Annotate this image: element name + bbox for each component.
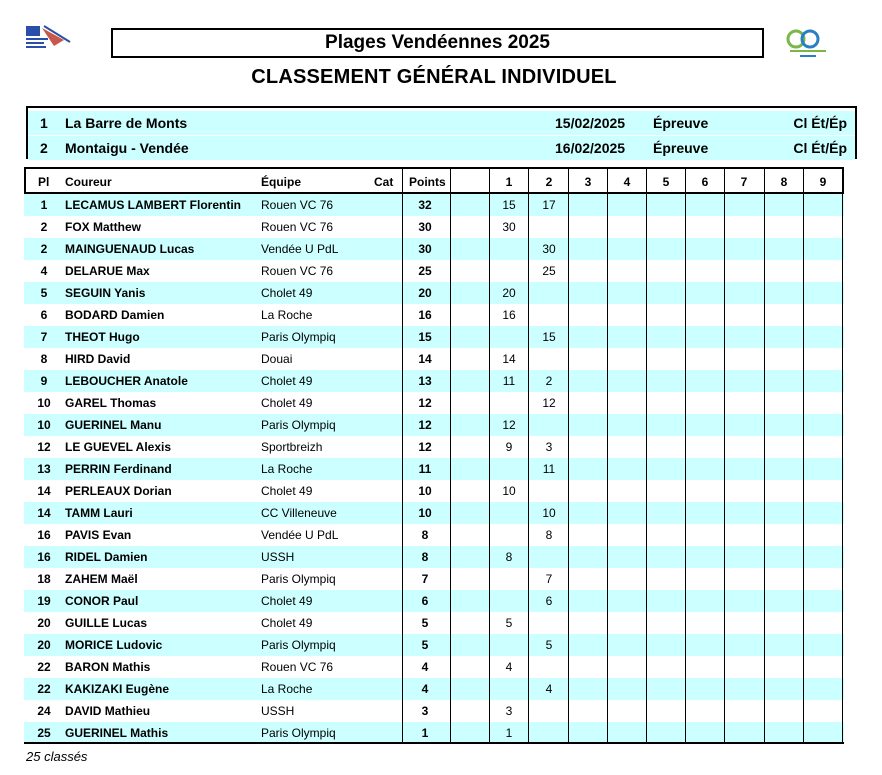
event-number: 2: [40, 140, 48, 156]
table-row: [24, 612, 844, 634]
event-2-points-cell: 11: [542, 462, 556, 476]
team-cell: Vendée U PdL: [261, 242, 339, 256]
header-event-3: 3: [584, 175, 592, 189]
points-cell: 12: [418, 418, 432, 432]
team-cell: La Roche: [261, 308, 313, 322]
event-1-points-cell: 15: [502, 198, 516, 212]
rider-name-cell: TAMM Lauri: [65, 506, 133, 520]
rider-name-cell: THEOT Hugo: [65, 330, 140, 344]
team-cell: Cholet 49: [261, 286, 313, 300]
rider-name-cell: KAKIZAKI Eugène: [65, 682, 170, 696]
team-cell: Cholet 49: [261, 484, 313, 498]
rank-cell: 8: [40, 352, 48, 366]
points-cell: 5: [421, 616, 429, 630]
points-cell: 7: [421, 572, 429, 586]
team-cell: Cholet 49: [261, 396, 313, 410]
rider-name-cell: PERRIN Ferdinand: [65, 462, 172, 476]
rank-cell: 22: [37, 660, 51, 674]
table-row: [24, 722, 844, 744]
rank-cell: 12: [37, 440, 51, 454]
event-2-points-cell: 25: [542, 264, 556, 278]
rider-name-cell: FOX Matthew: [65, 220, 142, 234]
rider-name-cell: GUILLE Lucas: [65, 616, 148, 630]
event-type: Épreuve: [653, 140, 709, 156]
rider-name-cell: DELARUE Max: [65, 264, 150, 278]
event-row: [28, 136, 855, 160]
table-header: [24, 167, 844, 194]
team-cell: Douai: [261, 352, 293, 366]
event-number: 1: [40, 115, 48, 131]
table-row: [24, 656, 844, 678]
event-2-points-cell: 7: [545, 572, 553, 586]
table-row: [24, 502, 844, 524]
rider-name-cell: SEGUIN Yanis: [65, 286, 146, 300]
federation-logo: [24, 24, 80, 52]
points-cell: 10: [418, 484, 432, 498]
table-row: [24, 634, 844, 656]
rank-cell: 2: [40, 220, 48, 234]
event-2-points-cell: 5: [545, 638, 553, 652]
points-cell: 30: [418, 220, 432, 234]
points-cell: 11: [418, 462, 432, 476]
rank-cell: 18: [37, 572, 51, 586]
header-event-7: 7: [740, 175, 748, 189]
rank-cell: 2: [40, 242, 48, 256]
event-2-points-cell: 17: [542, 198, 556, 212]
event-1-points-cell: 10: [502, 484, 516, 498]
rider-name-cell: PERLEAUX Dorian: [65, 484, 172, 498]
event-2-points-cell: 3: [545, 440, 553, 454]
header-event-1: 1: [505, 175, 513, 189]
rank-cell: 14: [37, 484, 51, 498]
event-2-points-cell: 2: [545, 374, 553, 388]
table-row: [24, 678, 844, 700]
points-cell: 20: [418, 286, 432, 300]
header-team: Équipe: [261, 175, 302, 189]
table-row: [24, 194, 844, 216]
table-row: [24, 436, 844, 458]
rider-name-cell: MAINGUENAUD Lucas: [65, 242, 195, 256]
points-cell: 4: [421, 682, 429, 696]
event-1-points-cell: 12: [502, 418, 516, 432]
team-cell: La Roche: [261, 462, 313, 476]
event-2-points-cell: 4: [545, 682, 553, 696]
rank-cell: 1: [40, 198, 48, 212]
event-row: [28, 111, 855, 135]
points-cell: 8: [421, 528, 429, 542]
cdepy-logo: [784, 27, 832, 61]
event-name: Montaigu - Vendée: [65, 140, 189, 156]
event-1-points-cell: 11: [502, 374, 516, 388]
event-1-points-cell: 30: [502, 220, 516, 234]
table-row: [24, 414, 844, 436]
header-event-5: 5: [662, 175, 670, 189]
event-type: Épreuve: [653, 115, 709, 131]
table-row: [24, 392, 844, 414]
rider-name-cell: DAVID Mathieu: [65, 704, 151, 718]
team-cell: Rouen VC 76: [261, 198, 334, 212]
rank-cell: 16: [37, 550, 51, 564]
event-2-points-cell: 10: [542, 506, 556, 520]
rider-name-cell: GUERINEL Manu: [65, 418, 162, 432]
points-cell: 30: [418, 242, 432, 256]
event-2-points-cell: 12: [542, 396, 556, 410]
rider-name-cell: BODARD Damien: [65, 308, 165, 322]
header-event-8: 8: [780, 175, 788, 189]
team-cell: Cholet 49: [261, 374, 313, 388]
event-2-points-cell: 15: [542, 330, 556, 344]
points-cell: 12: [418, 440, 432, 454]
table-bottom-border: [24, 742, 844, 744]
grid-line: [450, 167, 451, 744]
rider-name-cell: HIRD David: [65, 352, 131, 366]
team-cell: Paris Olympiq: [261, 726, 336, 740]
rider-name-cell: RIDEL Damien: [65, 550, 148, 564]
rider-name-cell: LECAMUS LAMBERT Florentin: [65, 198, 241, 212]
grid-line: [842, 167, 843, 744]
header-event-4: 4: [623, 175, 631, 189]
header-rider: Coureur: [65, 175, 112, 189]
table-row: [24, 282, 844, 304]
grid-line: [724, 167, 725, 744]
grid-line: [568, 167, 569, 744]
grid-line: [607, 167, 608, 744]
header-cat: Cat: [374, 175, 394, 189]
table-row: [24, 304, 844, 326]
header-event-2: 2: [545, 175, 553, 189]
classified-count: 25 classés: [26, 749, 88, 764]
grid-line: [803, 167, 804, 744]
header-pl: Pl: [38, 175, 50, 189]
table-row: [24, 260, 844, 282]
event-date: 16/02/2025: [555, 140, 626, 156]
rider-name-cell: CONOR Paul: [65, 594, 139, 608]
event-2-points-cell: 8: [545, 528, 553, 542]
table-row: [24, 348, 844, 370]
event-2-points-cell: 30: [542, 242, 556, 256]
points-cell: 10: [418, 506, 432, 520]
points-cell: 32: [418, 198, 432, 212]
team-cell: Sportbreizh: [261, 440, 323, 454]
rank-cell: 4: [40, 264, 48, 278]
event-name: La Barre de Monts: [65, 115, 188, 131]
team-cell: La Roche: [261, 682, 313, 696]
team-cell: Rouen VC 76: [261, 660, 334, 674]
team-cell: Rouen VC 76: [261, 220, 334, 234]
rider-name-cell: GUERINEL Mathis: [65, 726, 169, 740]
header-event-9: 9: [819, 175, 827, 189]
table-row: [24, 216, 844, 238]
event-1-points-cell: 5: [505, 616, 513, 630]
event-date: 15/02/2025: [555, 115, 626, 131]
rank-cell: 10: [37, 418, 51, 432]
points-cell: 15: [418, 330, 432, 344]
rider-name-cell: GAREL Thomas: [65, 396, 157, 410]
points-cell: 6: [421, 594, 429, 608]
rank-cell: 6: [40, 308, 48, 322]
points-cell: 16: [418, 308, 432, 322]
rider-name-cell: LE GUEVEL Alexis: [65, 440, 172, 454]
rank-cell: 7: [40, 330, 48, 344]
table-row: [24, 568, 844, 590]
rank-cell: 5: [40, 286, 48, 300]
rider-name-cell: BARON Mathis: [65, 660, 151, 674]
points-cell: 14: [418, 352, 432, 366]
team-cell: CC Villeneuve: [261, 506, 337, 520]
rank-cell: 16: [37, 528, 51, 542]
team-cell: Paris Olympiq: [261, 638, 336, 652]
rank-cell: 13: [37, 462, 51, 476]
points-cell: 12: [418, 396, 432, 410]
points-cell: 1: [421, 726, 429, 740]
event-1-points-cell: 1: [505, 726, 513, 740]
team-cell: Paris Olympiq: [261, 330, 336, 344]
team-cell: USSH: [261, 550, 295, 564]
points-cell: 25: [418, 264, 432, 278]
points-cell: 4: [421, 660, 429, 674]
rank-cell: 20: [37, 616, 51, 630]
event-1-points-cell: 3: [505, 704, 513, 718]
points-cell: 8: [421, 550, 429, 564]
header-points: Points: [409, 175, 446, 189]
event-1-points-cell: 16: [502, 308, 516, 322]
table-row: [24, 546, 844, 568]
event-1-points-cell: 4: [505, 660, 513, 674]
rider-name-cell: PAVIS Evan: [65, 528, 132, 542]
team-cell: Cholet 49: [261, 616, 313, 630]
table-row: [24, 238, 844, 260]
grid-line: [489, 167, 490, 744]
page-title: Plages Vendéennes 2025: [111, 28, 764, 58]
grid-line: [685, 167, 686, 744]
rank-cell: 14: [37, 506, 51, 520]
event-1-points-cell: 8: [505, 550, 513, 564]
rank-cell: 19: [37, 594, 51, 608]
event-class: Cl Ét/Ép: [793, 115, 847, 131]
page-subtitle: CLASSEMENT GÉNÉRAL INDIVIDUEL: [251, 66, 617, 88]
event-1-points-cell: 20: [502, 286, 516, 300]
rank-cell: 25: [37, 726, 51, 740]
points-cell: 5: [421, 638, 429, 652]
team-cell: Paris Olympiq: [261, 418, 336, 432]
rank-cell: 10: [37, 396, 51, 410]
team-cell: Vendée U PdL: [261, 528, 339, 542]
header-event-6: 6: [701, 175, 709, 189]
table-body: [24, 194, 844, 744]
events-list: [26, 106, 857, 159]
event-class: Cl Ét/Ép: [793, 140, 847, 156]
table-row: [24, 590, 844, 612]
table-row: [24, 480, 844, 502]
rider-name-cell: ZAHEM Maël: [65, 572, 138, 586]
event-2-points-cell: 6: [545, 594, 553, 608]
table-row: [24, 524, 844, 546]
team-cell: USSH: [261, 704, 295, 718]
table-row: [24, 370, 844, 392]
team-cell: Cholet 49: [261, 594, 313, 608]
table-row: [24, 458, 844, 480]
rider-name-cell: LEBOUCHER Anatole: [65, 374, 188, 388]
grid-line: [402, 167, 403, 744]
grid-line: [764, 167, 765, 744]
rank-cell: 20: [37, 638, 51, 652]
event-1-points-cell: 14: [502, 352, 516, 366]
results-table: [24, 167, 844, 744]
rank-cell: 9: [40, 374, 48, 388]
table-row: [24, 700, 844, 722]
team-cell: Rouen VC 76: [261, 264, 334, 278]
points-cell: 3: [421, 704, 429, 718]
rider-name-cell: MORICE Ludovic: [65, 638, 163, 652]
event-1-points-cell: 9: [505, 440, 513, 454]
points-cell: 13: [418, 374, 432, 388]
grid-line: [528, 167, 529, 744]
table-row: [24, 326, 844, 348]
team-cell: Paris Olympiq: [261, 572, 336, 586]
rank-cell: 24: [37, 704, 51, 718]
grid-line: [646, 167, 647, 744]
rank-cell: 22: [37, 682, 51, 696]
